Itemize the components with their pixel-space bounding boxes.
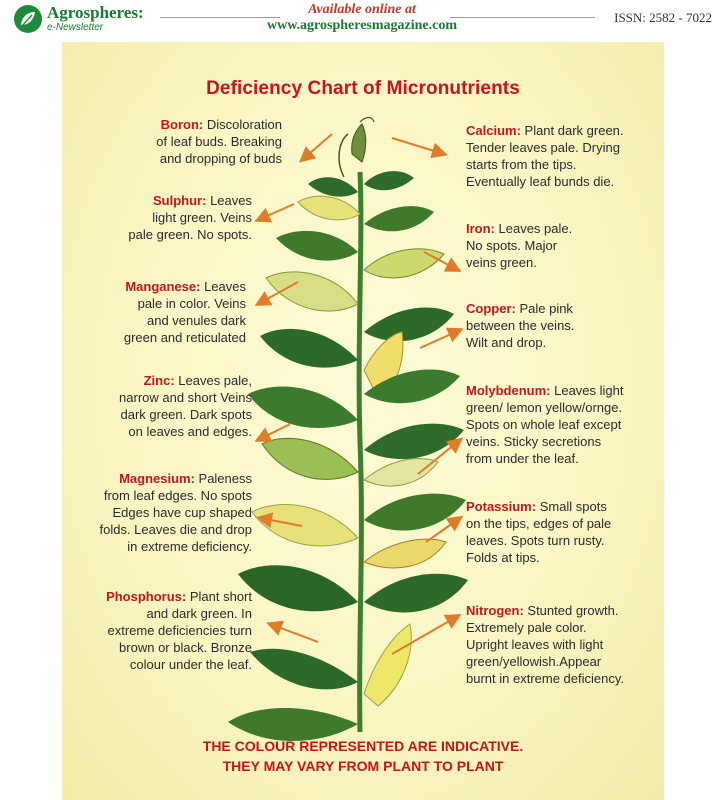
manganese-note: Manganese: Leaves pale in color. Veins and venules dark green and reticulated: [123, 279, 246, 345]
website-link[interactable]: www.agrospheresmagazine.com: [266, 18, 458, 33]
chart-title: Deficiency Chart of Micronutrients: [206, 78, 520, 99]
potassium-note: Potassium: Small spots on the tips, edges of pale leaves. Spots turn rusty. Folds at tips.: [466, 499, 612, 565]
copper-note: Copper: Pale pink between the veins. Wilt and drop.: [466, 301, 575, 350]
sulphur-note: Sulphur: Leaves light green. Veins pale green. No spots.: [128, 193, 252, 242]
available-online-label: Available online at: [308, 2, 416, 17]
leaf-bud-icon: [339, 118, 374, 178]
calcium-note: Calcium: Plant dark green. Tender leaves pale. Drying starts from the tips. Eventually leaf bunds die.: [466, 123, 624, 189]
molybdenum-note: Molybdenum: Leaves light green/ lemon yellow/ornge. Spots on whole leaf except veins. Sticky secretions from under the leaf.: [466, 383, 624, 466]
iron-note: Iron: Leaves pale. No spots. Major veins green.: [466, 221, 573, 270]
zinc-note: Zinc: Leaves pale, narrow and short Veins dark green. Dark spots on leaves and edges.: [119, 373, 252, 439]
phosphorus-note: Phosphorus: Plant short and dark green. In extreme deficiencies turn brown or black. Bronze colour under the leaf.: [106, 589, 252, 672]
deficiency-chart-poster: [62, 42, 664, 800]
footer-disclaimer-line1: THE COLOUR REPRESENTED ARE INDICATIVE.: [202, 738, 524, 754]
nitrogen-note: Nitrogen: Stunted growth. Extremely pale color. Upright leaves with light green/yellowish.Appear burnt in extreme deficiency.: [466, 603, 624, 686]
page-header: [0, 0, 724, 40]
boron-note: Boron: Discoloration of leaf buds. Breaking and dropping of buds: [156, 117, 282, 166]
logo-title: Agrospheres:: [47, 3, 144, 22]
issn-label: ISSN: 2582 - 7022: [614, 10, 712, 25]
logo-subtitle: e-Newsletter: [47, 22, 104, 33]
magnesium-note: Magnesium: Paleness from leaf edges. No spots Edges have cup shaped folds. Leaves die and drop in extreme deficiency.: [99, 471, 252, 554]
footer-disclaimer-line2: THEY MAY VARY FROM PLANT TO PLANT: [222, 758, 504, 774]
plant-stem: [359, 172, 361, 732]
